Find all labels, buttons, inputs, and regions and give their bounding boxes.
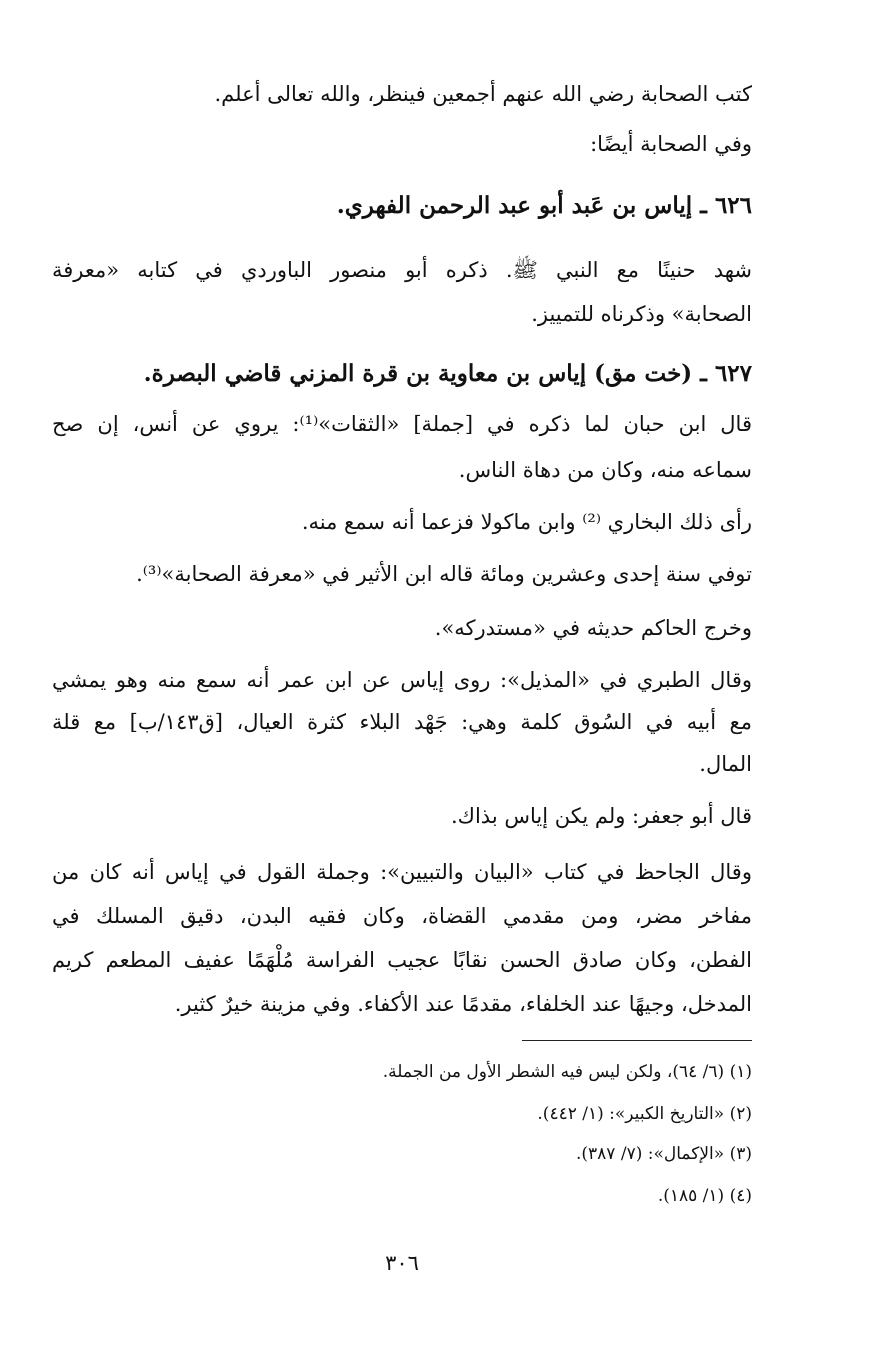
text-line: قال أبو جعفر: ولم يكن إياس بذاك. xyxy=(450,804,752,828)
text-line: وقال الطبري في «المذيل»: روى إياس عن ابن عمر أنه سمع منه وهو يمشي xyxy=(52,668,752,692)
text-line: الصحابة» وذكرناه للتمييز. xyxy=(531,302,752,326)
text-line: قال ابن حبان لما ذكره في [جملة] «الثقات»⁽¹⁾: يروي عن أنس، إن صح xyxy=(52,412,752,436)
footnote: (٣) «الإكمال»: (٧/ ٣٨٧). xyxy=(576,1144,752,1164)
footnote: (٤) (١/ ١٨٥). xyxy=(657,1186,752,1206)
entry-heading-627: ٦٢٧ ـ (خت مق) إياس بن معاوية بن قرة المزني قاضي البصرة. xyxy=(143,360,752,387)
footnote-divider xyxy=(522,1040,752,1041)
text-line: المدخل، وجيهًا عند الخلفاء، مقدمًا عند الأكفاء. وفي مزينة خيرٌ كثير. xyxy=(174,992,752,1016)
page-number: ٣٠٦ xyxy=(385,1251,419,1275)
text-line: وخرج الحاكم حديثه في «مستدركه». xyxy=(434,616,752,640)
text-line: مع أبيه في السُوق كلمة وهي: جَهْد البلاء كثرة العيال، [ق١٤٣/ب] مع قلة xyxy=(52,710,752,734)
text-line: وفي الصحابة أيضًا: xyxy=(590,132,752,156)
footnote: (١) (٦/ ٦٤)، ولكن ليس فيه الشطر الأول من الجملة. xyxy=(382,1062,752,1082)
footnote: (٢) «التاريخ الكبير»: (١/ ٤٤٢). xyxy=(537,1104,752,1124)
text-line: المال. xyxy=(699,752,752,776)
text-line: الفطن، وكان صادق الحسن نقابًا عجيب الفراسة مُلْهَمًا عفيف المطعم كريم xyxy=(52,948,752,972)
text-line: شهد حنينًا مع النبي ﷺ. ذكره أبو منصور الباوردي في كتابه «معرفة xyxy=(52,258,752,282)
entry-heading-626: ٦٢٦ ـ إياس بن عَبد أبو عبد الرحمن الفهري. xyxy=(336,192,752,219)
text-line: توفي سنة إحدى وعشرين ومائة قاله ابن الأثير في «معرفة الصحابة»⁽³⁾. xyxy=(136,562,752,586)
text-line: رأى ذلك البخاري ⁽²⁾ وابن ماكولا فزعما أنه سمع منه. xyxy=(301,510,752,534)
text-line: سماعه منه، وكان من دهاة الناس. xyxy=(458,458,752,482)
text-line: وقال الجاحظ في كتاب «البيان والتبيين»: وجملة القول في إياس أنه كان من xyxy=(52,860,752,884)
text-line: مفاخر مضر، ومن مقدمي القضاة، وكان فقيه البدن، دقيق المسلك في xyxy=(52,904,752,928)
text-line: كتب الصحابة رضي الله عنهم أجمعين فينظر، والله تعالى أعلم. xyxy=(214,82,752,106)
